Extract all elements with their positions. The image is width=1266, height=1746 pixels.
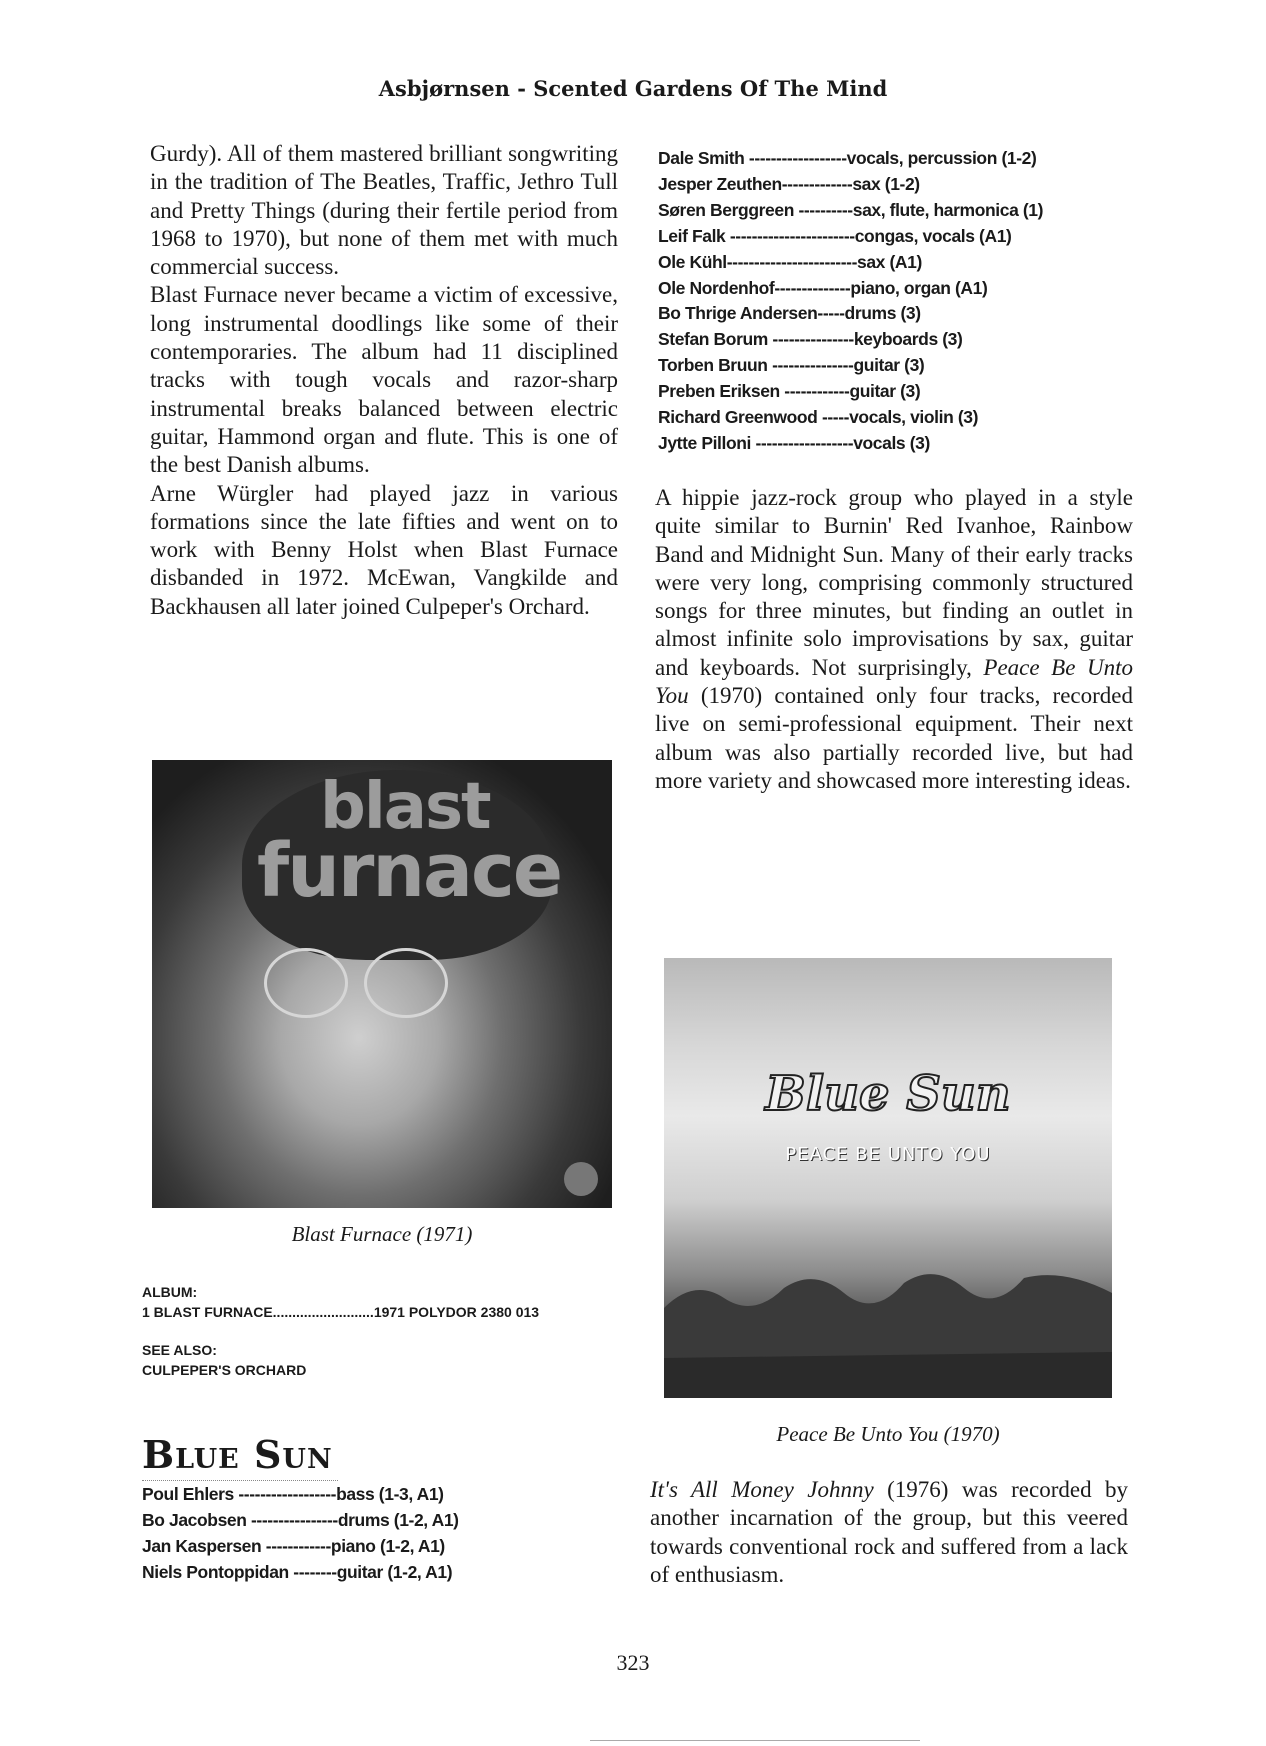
cover-title-word: blast xyxy=(320,770,490,844)
tree-silhouette-icon xyxy=(664,1248,1112,1398)
lineup-row: Dale Smith ------------------vocals, percussion (1-2) xyxy=(658,148,1037,168)
lineup-row: Ole Nordenhof--------------piano, organ (A1) xyxy=(658,277,988,298)
section-title-underline xyxy=(142,1478,338,1481)
lineup-row: Ole Kühl------------------------sax (A1) xyxy=(658,251,922,272)
section-title: Blue Sun xyxy=(142,1432,333,1477)
album-line-dots: .......................... xyxy=(272,1304,374,1320)
image-caption: Peace Be Unto You (1970) xyxy=(776,1422,1000,1446)
see-also-entry: CULPEPER'S ORCHARD xyxy=(142,1362,307,1378)
left-column xyxy=(150,140,618,621)
album-line-release: 1971 POLYDOR 2380 013 xyxy=(373,1304,540,1320)
glasses-lens-icon xyxy=(264,948,348,1018)
lineup-row: Stefan Borum ---------------keyboards (3) xyxy=(658,329,963,350)
lineup-row: Preben Eriksen ------------guitar (3) xyxy=(658,381,921,402)
lineup-row: Bo Thrige Andersen-----drums (3) xyxy=(658,303,921,324)
album-title-italic: Peace Be Unto You xyxy=(655,654,1133,709)
lineup-row: Jan Kaspersen ------------piano (1-2, A1) xyxy=(142,1535,445,1556)
discography-block xyxy=(142,1282,539,1380)
lineup-list xyxy=(142,1482,459,1586)
album-title-italic: It's All Money Johnny xyxy=(650,1477,874,1502)
blue-sun-album-cover xyxy=(664,958,1112,1398)
cover-logo-text: Blue Sun xyxy=(765,1066,1011,1122)
album-line xyxy=(142,1302,539,1322)
lineup-row: Søren Berggreen ----------sax, flute, harmonica (1) xyxy=(658,199,1044,220)
lineup-list xyxy=(658,146,1043,457)
lineup-row: Jytte Pilloni ------------------vocals (3) xyxy=(658,432,930,453)
album-heading: ALBUM: xyxy=(142,1284,198,1300)
page-number: 323 xyxy=(616,1650,650,1675)
lineup-row: Bo Jacobsen ----------------drums (1-2, A1) xyxy=(142,1509,459,1530)
see-also-heading: SEE ALSO: xyxy=(142,1342,217,1358)
lineup-row: Poul Ehlers ------------------bass (1-3, A1) xyxy=(142,1484,444,1504)
lineup-row: Leif Falk -----------------------congas, vocals (A1) xyxy=(658,225,1012,246)
cover-title-word: furnace xyxy=(257,828,562,914)
paragraph: It's All Money Johnny (1976) was recorded by another incarnation of the group, but this veered towards conventional rock and suffered from a lack of enthusiasm. xyxy=(650,1477,1129,1587)
lineup-row: Jesper Zeuthen-------------sax (1-2) xyxy=(658,173,920,194)
lineup-row: Niels Pontoppidan --------guitar (1-2, A1) xyxy=(142,1561,453,1582)
running-header: Asbjørnsen - Scented Gardens Of The Mind xyxy=(378,76,888,101)
lineup-row: Richard Greenwood -----vocals, violin (3) xyxy=(658,407,979,428)
lineup-row: Torben Bruun ---------------guitar (3) xyxy=(658,355,925,376)
record-label-logo-icon xyxy=(564,1162,598,1196)
image-caption: Blast Furnace (1971) xyxy=(291,1222,473,1246)
paragraph: Blast Furnace never became a victim of excessive, long instrumental doodlings like some of their contemporaries. The album had 11 disciplined tracks with tough vocals and razor-sharp instrumental breaks balanced between electric guitar, Hammond organ and flute. This is one of the best Danish albums. xyxy=(150,282,618,478)
page-edge-line xyxy=(590,1740,920,1741)
paragraph: Gurdy). All of them mastered brilliant songwriting in the tradition of The Beatles, Traffic, Jethro Tull and Pretty Things (during their fertile period from 1968 to 1970), but none of them met with much commercial success. xyxy=(150,141,618,280)
glasses-lens-icon xyxy=(364,948,448,1018)
paragraph: Arne Würgler had played jazz in various formations since the late fifties and went on to work with Benny Holst when Blast Furnace disbanded in 1972. McEwan, Vangkilde and Backhausen all later joined Culpeper's Orchard. xyxy=(150,480,618,619)
blast-furnace-album-cover xyxy=(152,760,612,1208)
album-line-title: 1 BLAST FURNACE xyxy=(142,1304,273,1320)
paragraph: A hippie jazz-rock group who played in a style quite similar to Burnin' Red Ivanhoe, Rainbow Band and Midnight Sun. Many of their early tracks were very long, comprising commonly structured songs for three minutes, but finding an outlet in almost infinite solo improvisations by sax, guitar and keyboards. Not surprisingly, Peace Be Unto You (1970) contained only four tracks, recorded live on semi-professional equipment. Their next album was also partially recorded live, but had more variety and showcased more interesting ideas. xyxy=(655,485,1133,793)
cover-subtitle-text: PEACE BE UNTO YOU xyxy=(785,1144,991,1165)
